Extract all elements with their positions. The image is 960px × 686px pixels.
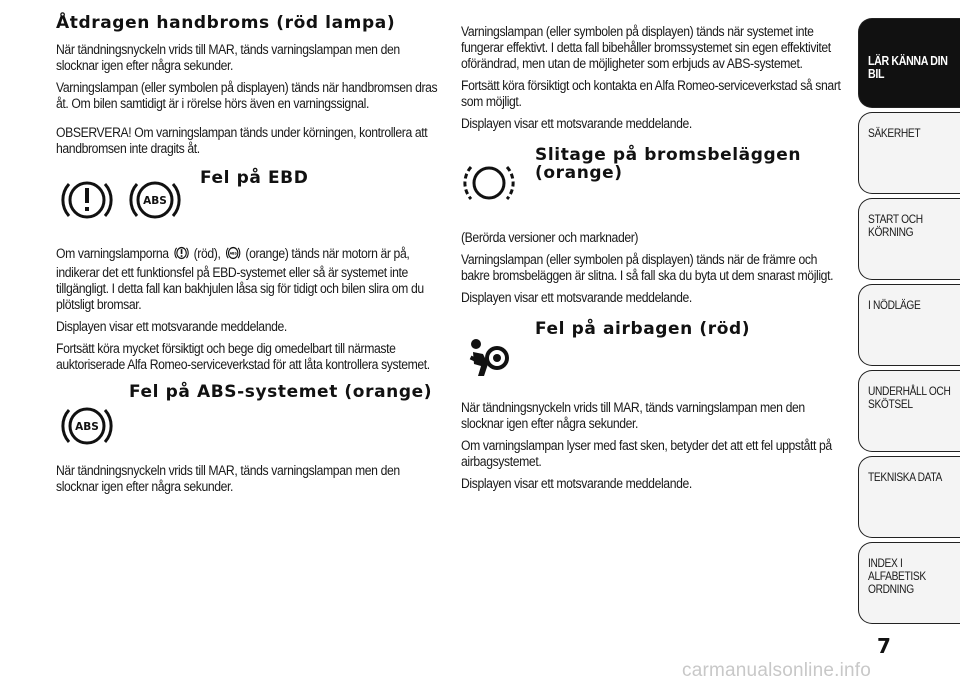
- tab-tekniska-data[interactable]: [858, 456, 960, 538]
- abs-cont-paragraph-1: Varningslampan (eller symbolen på displayen) tänds när systemet inte fungerar effektivt. I detta fall bibehåller bromssystemet sin egen effektivitet oförändrad, men utan de möjligheter som erbjuds av ABS-systemet.: [461, 24, 831, 72]
- watermark: carmanualsonline.info: [682, 660, 872, 681]
- ebd-section: [56, 169, 440, 235]
- ebd-paragraph-3: Fortsätt köra mycket försiktigt och bege dig omedelbart till närmaste auktoriserade Alfa Romeo-serviceverkstad för att låta kontrollera systemet.: [56, 341, 430, 373]
- tab-label: I NÖDLÄGE: [868, 298, 921, 312]
- abs-cont-paragraph-2: Fortsätt köra försiktigt och kontakta en Alfa Romeo-serviceverkstad så snart som möjligt.: [461, 78, 841, 110]
- abs-paragraph-1: När tändningsnyckeln vrids till MAR, tänds varningslampan men den slocknar igen efter några sekunder.: [56, 463, 400, 495]
- handbrake-paragraph-2: Varningslampan (eller symbolen på displayen) tänds när handbromsen dras åt. Om bilen samtidigt är i rörelse hörs även en varningssignal.: [56, 80, 438, 112]
- tab-i-nodlage[interactable]: [858, 284, 960, 366]
- page-number: 7: [877, 634, 891, 658]
- airbag-paragraph-3: Displayen visar ett motsvarande meddelande.: [461, 476, 692, 492]
- brake-warning-icon: [59, 175, 115, 225]
- tab-label: UNDERHÅLL OCH SKÖTSEL: [868, 384, 951, 411]
- pads-section: [461, 146, 843, 220]
- handbrake-paragraph-1: När tändningsnyckeln vrids till MAR, tänds varningslampan men den slocknar igen efter några sekunder.: [56, 42, 400, 74]
- tab-index[interactable]: [858, 542, 960, 624]
- ebd-text-c: (orange) tänds när motorn är på, indikerar det ett funktionsfel på EBD-systemet eller så är systemet inte tillgängligt. I detta fall kan bakhjulen låsa sig för tidigt och bilen slira om du plötsligt bromsar.: [56, 246, 424, 313]
- tab-lar-kanna-din-bil[interactable]: [858, 18, 960, 108]
- ebd-paragraph-2: Displayen visar ett motsvarande meddelande.: [56, 319, 287, 335]
- tab-underhall-och-skotsel[interactable]: [858, 370, 960, 452]
- ebd-paragraph-1: [56, 245, 439, 313]
- pads-paragraph-1: (Berörda versioner och marknader): [461, 230, 639, 246]
- tab-label: START OCH KÖRNING: [868, 212, 923, 239]
- airbag-paragraph-1: När tändningsnyckeln vrids till MAR, tänds varningslampan men den slocknar igen efter några sekunder.: [461, 400, 805, 432]
- right-column: [461, 24, 843, 498]
- ebd-text-b: (röd),: [193, 246, 221, 262]
- heading-handbrake: Åtdragen handbroms (röd lampa): [56, 13, 396, 33]
- svg-text:ABS: ABS: [75, 421, 99, 433]
- heading-abs: Fel på ABS-systemet (orange): [129, 382, 433, 402]
- heading-pads: Slitage på bromsbeläggen (orange): [535, 145, 802, 183]
- abs-icon: [127, 175, 183, 225]
- airbag-warning-icon: [464, 334, 514, 384]
- tab-label: LÄR KÄNNA DIN BIL: [868, 54, 948, 81]
- handbrake-paragraph-3: OBSERVERA! Om varningslampan tänds under körningen, kontrollera att handbromsen inte dragits åt.: [56, 125, 428, 157]
- tab-label: INDEX I ALFABETISK ORDNING: [868, 556, 926, 596]
- svg-text:ABS: ABS: [229, 251, 237, 256]
- abs-section: [56, 383, 440, 463]
- airbag-paragraph-2: Om varningslampan lyser med fast sken, betyder det att ett fel uppstått på airbagsystemet.: [461, 438, 832, 470]
- ebd-text-a: Om varningslamporna: [56, 246, 169, 262]
- tab-label: SÄKERHET: [868, 126, 921, 140]
- chapter-sidebar: [858, 18, 960, 628]
- pads-paragraph-2: Varningslampan (eller symbolen på displayen) tänds när de främre och bakre bromsbeläggen är slitna. I så fall ska du byta ut dem snarast möjligt.: [461, 252, 834, 284]
- abs-cont-paragraph-3: Displayen visar ett motsvarande meddelande.: [461, 116, 692, 132]
- heading-ebd: Fel på EBD: [200, 168, 309, 188]
- abs-icon-text: ABS: [143, 195, 167, 207]
- airbag-section: [461, 320, 843, 400]
- abs-icon-large: [59, 401, 115, 451]
- abs-inline-icon: [223, 245, 242, 265]
- tab-start-och-korning[interactable]: [858, 198, 960, 280]
- tab-label: TEKNISKA DATA: [868, 470, 942, 484]
- left-column: [56, 14, 440, 501]
- pads-paragraph-3: Displayen visar ett motsvarande meddelande.: [461, 290, 692, 306]
- heading-airbag: Fel på airbagen (röd): [535, 319, 751, 339]
- tab-sakerhet[interactable]: [858, 112, 960, 194]
- brake-warning-inline-icon: [172, 245, 191, 265]
- brake-pad-wear-icon: [461, 158, 517, 208]
